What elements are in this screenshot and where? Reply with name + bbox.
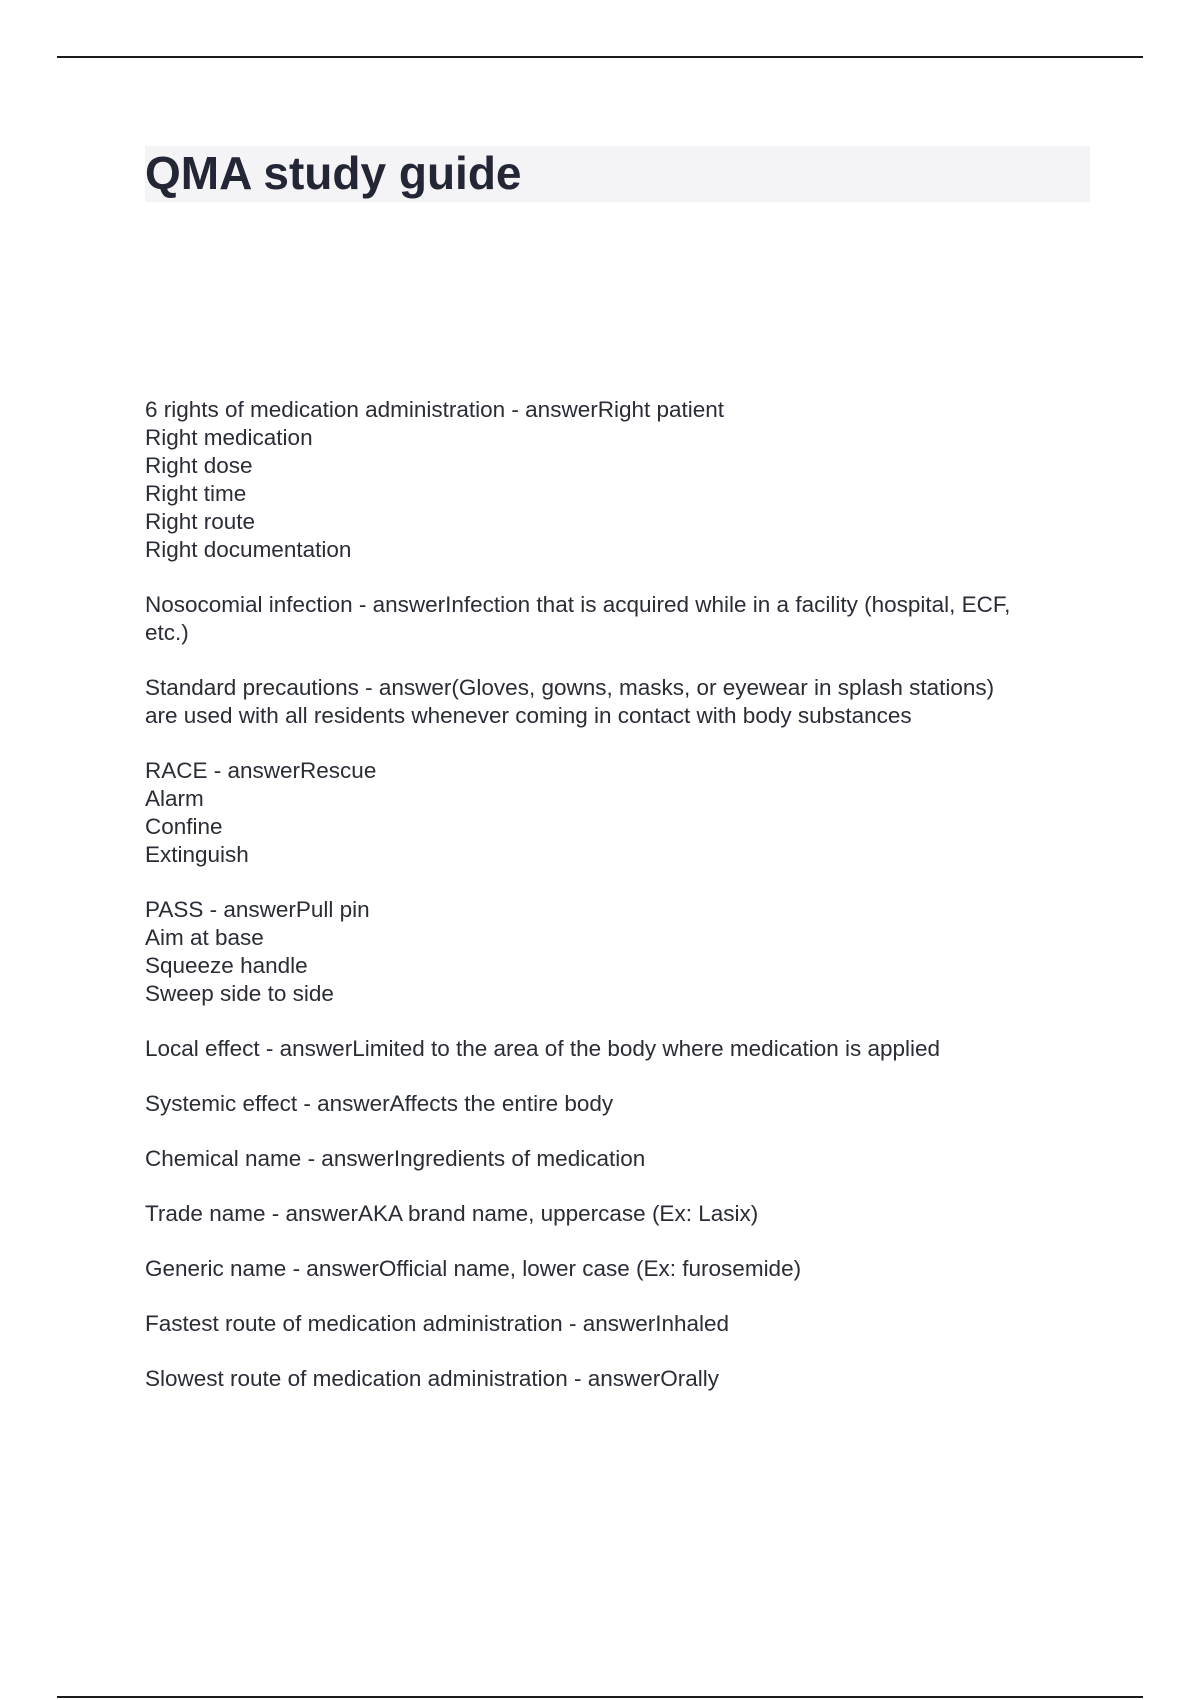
- qa-entry-local-effect: [145, 1035, 1095, 1063]
- qa-line: Right documentation: [145, 537, 352, 562]
- qa-line: are used with all residents whenever coming in contact with body substances: [145, 703, 912, 728]
- qa-line: Local effect - answerLimited to the area of the body where medication is applied: [145, 1036, 941, 1061]
- qa-line: Right time: [145, 481, 247, 506]
- qa-entry-trade-name: [145, 1200, 1095, 1228]
- qa-line: RACE - answerRescue: [145, 758, 377, 783]
- qa-line: Right route: [145, 509, 256, 534]
- qa-line: Extinguish: [145, 842, 249, 867]
- qa-line: 6 rights of medication administration - answerRight patient: [145, 397, 725, 422]
- qa-entry-chemical-name: [145, 1145, 1095, 1173]
- qa-line: Generic name - answerOfficial name, lower case (Ex: furosemide): [145, 1256, 802, 1281]
- qa-entry-fastest-route: [145, 1310, 1095, 1338]
- qa-line: Nosocomial infection - answerInfection that is acquired while in a facility (hospital, ECF,: [145, 592, 1011, 617]
- qa-line: Confine: [145, 814, 223, 839]
- qa-line: Trade name - answerAKA brand name, uppercase (Ex: Lasix): [145, 1201, 759, 1226]
- qa-line: Fastest route of medication administration - answerInhaled: [145, 1311, 730, 1336]
- qa-entry-nosocomial: [145, 591, 1095, 647]
- bottom-divider: [57, 1696, 1143, 1698]
- qa-line: Alarm: [145, 786, 204, 811]
- qa-entry-pass: [145, 896, 1095, 1008]
- qa-entry-systemic-effect: [145, 1090, 1095, 1118]
- qa-entry-race: [145, 757, 1095, 869]
- qa-line: Squeeze handle: [145, 953, 308, 978]
- qa-line: Slowest route of medication administration - answerOrally: [145, 1366, 719, 1391]
- qa-line: etc.): [145, 620, 189, 645]
- study-guide-content: [145, 396, 1095, 1420]
- qa-line: Aim at base: [145, 925, 264, 950]
- qa-entry-six-rights: [145, 396, 1095, 564]
- qa-entry-standard-precautions: [145, 674, 1095, 730]
- qa-line: Systemic effect - answerAffects the entire body: [145, 1091, 614, 1116]
- qa-line: Right dose: [145, 453, 253, 478]
- qa-line: PASS - answerPull pin: [145, 897, 370, 922]
- page-title: QMA study guide: [145, 147, 522, 199]
- qa-line: Standard precautions - answer(Gloves, gowns, masks, or eyewear in splash stations): [145, 675, 995, 700]
- qa-line: Sweep side to side: [145, 981, 334, 1006]
- qa-entry-generic-name: [145, 1255, 1095, 1283]
- qa-entry-slowest-route: [145, 1365, 1095, 1393]
- top-divider: [57, 56, 1143, 58]
- qa-line: Right medication: [145, 425, 313, 450]
- qa-line: Chemical name - answerIngredients of medication: [145, 1146, 646, 1171]
